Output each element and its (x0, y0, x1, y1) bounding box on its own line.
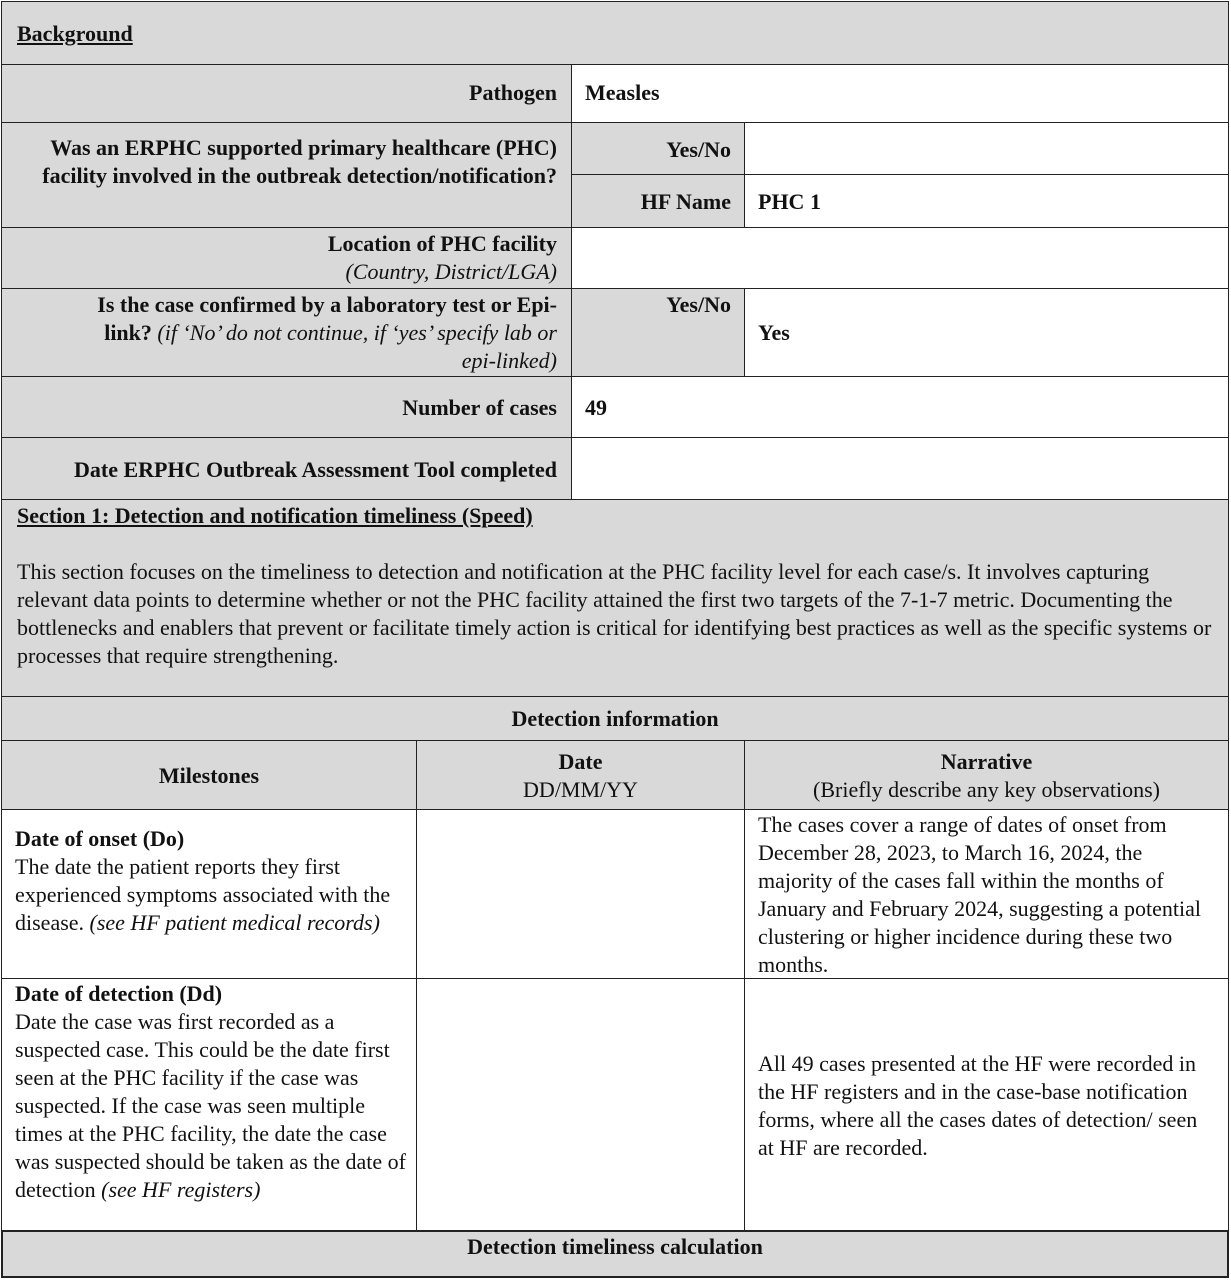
onset-milestone-text (15, 825, 407, 937)
col-milestones-cell (1, 740, 417, 810)
pathogen-value: Measles (585, 80, 660, 105)
detection-milestone-text (15, 980, 407, 1204)
cases-value-cell[interactable] (571, 376, 1229, 438)
confirmed-value: Yes (758, 320, 790, 345)
timeliness-heading: Detection timeliness calculation (467, 1234, 763, 1259)
detection-date-cell[interactable] (416, 978, 745, 1231)
col-date-cell (416, 740, 745, 810)
yes-no-label-cell (571, 122, 745, 175)
detection-heading: Detection information (511, 706, 719, 731)
col-date: Date (558, 749, 603, 774)
confirmed-question-line2 (104, 319, 557, 347)
confirmed-value-cell[interactable] (744, 288, 1229, 377)
confirmed-hint-line3: epi-linked) (461, 348, 557, 373)
background-header (1, 1, 1229, 65)
yes-no-value-cell[interactable] (744, 122, 1229, 175)
location-hint: (Country, District/LGA) (345, 259, 557, 284)
detection-narrative: All 49 cases presented at the HF were recorded in the HF registers and in the case-base notification forms, where all the cases dates of detection/ seen at HF are recorded. (758, 1051, 1198, 1160)
hf-name-value: PHC 1 (758, 189, 821, 214)
onset-title: Date of onset (Do) (15, 826, 185, 851)
onset-hint: (see HF patient medical records) (89, 910, 380, 935)
timeliness-header (1, 1230, 1229, 1278)
confirmed-hint-line2: (if ‘No’ do not continue, if ‘yes’ specify lab or (157, 320, 557, 345)
erphc-question: Was an ERPHC supported primary healthcare (PHC) facility involved in the outbreak detection/notification? (42, 135, 557, 188)
date-completed-label: Date ERPHC Outbreak Assessment Tool completed (74, 457, 557, 482)
pathogen-label: Pathogen (469, 80, 557, 105)
date-completed-label-cell (1, 437, 572, 500)
col-date-format: DD/MM/YY (523, 777, 638, 802)
onset-narrative: The cases cover a range of dates of onset from December 28, 2023, to March 16, 2024, the majority of the cases fall within the months of January and February 2024, suggesting a potential clustering or higher incidence during these two months. (758, 812, 1201, 977)
location-label-cell (1, 227, 572, 289)
confirmed-question-prefix: link? (104, 320, 152, 345)
location-label: Location of PHC facility (327, 231, 557, 256)
section1-description: This section focuses on the timeliness to detection and notification at the PHC facility level for each case/s. It involves capturing relevant data points to determine whether or not the PHC facility attained the first two targets of the 7-1-7 metric. Documenting the bottlenecks and enablers that prevent or facilitate timely action is critical for identifying best practices as well as the specific systems or processes that require strengthening. (17, 559, 1212, 668)
detection-desc: Date the case was first recorded as a suspected case. This could be the date first seen at the PHC facility if the case was suspected. If the case was seen multiple times at the PHC facility, the date the case was suspected should be taken as the date of detection (15, 1009, 406, 1202)
erphc-question-cell (1, 122, 572, 228)
confirmed-question-line1: Is the case confirmed by a laboratory test or Epi- (97, 292, 557, 317)
hf-name-value-cell[interactable] (744, 174, 1229, 228)
col-milestones: Milestones (158, 763, 260, 788)
confirmed-question-cell (1, 288, 572, 377)
col-narrative: Narrative (940, 749, 1033, 774)
col-narrative-cell (744, 740, 1229, 810)
cases-label-cell (1, 376, 572, 438)
pathogen-value-cell[interactable] (571, 64, 1229, 123)
confirmed-label: Yes/No (666, 292, 731, 317)
onset-date-cell[interactable] (416, 809, 745, 979)
detection-header (1, 696, 1229, 741)
onset-milestone-cell (1, 809, 417, 979)
onset-narrative-cell[interactable] (744, 809, 1229, 979)
background-heading: Background (17, 21, 133, 46)
confirmed-label-cell (571, 288, 745, 377)
detection-narrative-cell[interactable] (744, 978, 1229, 1231)
yes-no-label: Yes/No (666, 137, 731, 162)
detection-hint: (see HF registers) (101, 1177, 261, 1202)
pathogen-label-cell (1, 64, 572, 123)
detection-title: Date of detection (Dd) (15, 981, 223, 1006)
hf-name-label-cell (571, 174, 745, 228)
detection-milestone-cell (1, 978, 417, 1231)
col-narrative-hint: (Briefly describe any key observations) (813, 777, 1160, 802)
location-value-cell[interactable] (571, 227, 1229, 289)
section1-heading: Section 1: Detection and notification timeliness (Speed) (17, 503, 533, 528)
date-completed-value-cell[interactable] (571, 437, 1229, 500)
onset-desc: The date the patient reports they first experienced symptoms associated with the disease. (15, 854, 391, 935)
cases-value: 49 (585, 395, 607, 420)
hf-name-label: HF Name (640, 189, 731, 214)
cases-label: Number of cases (402, 395, 557, 420)
section1-cell (1, 499, 1229, 697)
